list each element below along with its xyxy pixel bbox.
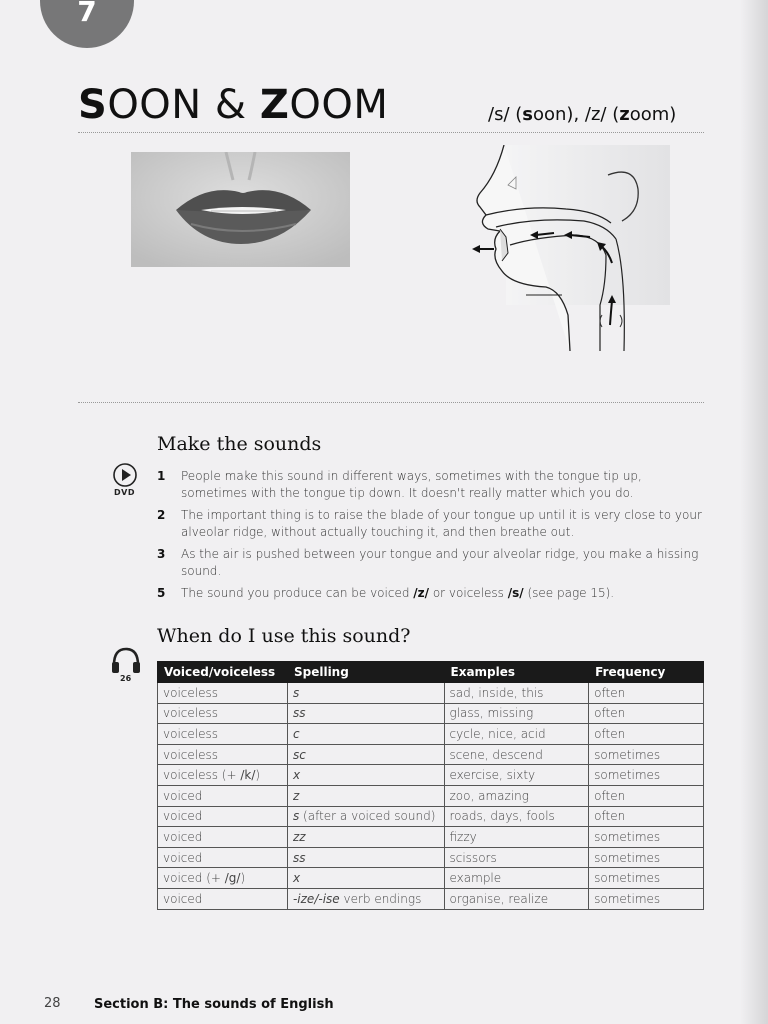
spelling-note: (after a voiced sound) <box>299 809 436 824</box>
cell-frequency: sometimes <box>589 847 704 868</box>
cell-voicing: voiced <box>158 847 288 868</box>
unit-number-badge <box>40 0 134 48</box>
cell-examples: scene, descend <box>444 744 589 765</box>
cell-spelling: ss <box>287 847 444 868</box>
cell-spelling: ss <box>287 703 444 724</box>
cell-examples: sad, inside, this <box>444 683 589 704</box>
unit-number: 7 <box>77 0 97 28</box>
spelling-italic: s <box>292 809 300 824</box>
cell-voicing <box>158 868 288 889</box>
header-spelling: Spelling <box>287 662 444 683</box>
table-row <box>158 683 704 704</box>
table-row <box>158 765 704 786</box>
spelling-italic: -ize/-ise <box>292 891 340 906</box>
header-examples: Examples <box>444 662 589 683</box>
section-footer: Section B: The sounds of English <box>94 997 334 1012</box>
paren: ( <box>606 104 620 125</box>
item-number: 1 <box>157 469 166 483</box>
cell-spelling: x <box>287 765 444 786</box>
use-sound-heading: When do I use this sound? <box>157 625 411 647</box>
cell-frequency: sometimes <box>589 827 704 848</box>
cell-frequency: often <box>589 703 704 724</box>
cell-frequency: often <box>589 785 704 806</box>
cell-examples: scissors <box>444 847 589 868</box>
spelling-table <box>157 661 704 910</box>
title-initial-z: Z <box>259 82 290 128</box>
cell-spelling: sc <box>287 744 444 765</box>
header-voiced-voiceless: Voiced/voiceless <box>158 662 288 683</box>
mouth-cross-section-diagram <box>466 145 670 351</box>
cell-spelling: zz <box>287 827 444 848</box>
item-number: 2 <box>157 508 166 522</box>
voicing-text: voiceless (+ <box>163 768 241 783</box>
cell-voicing: voiced <box>158 827 288 848</box>
cell-examples: roads, days, fools <box>444 806 589 827</box>
cell-frequency: sometimes <box>589 888 704 909</box>
table-header-row <box>158 662 704 683</box>
voicing-close: ) <box>240 871 246 886</box>
item5-voiceless-symbol: /s/ <box>507 586 524 600</box>
cell-frequency: often <box>589 683 704 704</box>
cell-frequency: often <box>589 806 704 827</box>
cell-examples: organise, realize <box>444 888 589 909</box>
item-text: The important thing is to raise the blade of your tongue up until it is very close to your alveolar ridge, without actually touching it, and then breathe out. <box>181 508 702 539</box>
voicing-close: ) <box>255 768 261 783</box>
instruction-item <box>157 468 707 502</box>
section-divider <box>78 402 704 403</box>
table-row <box>158 847 704 868</box>
cell-frequency: sometimes <box>589 744 704 765</box>
page-edge-shadow <box>740 0 768 1024</box>
instruction-item <box>157 546 707 580</box>
page-number: 28 <box>44 996 61 1011</box>
table-row <box>158 827 704 848</box>
phoneme-s: /s/ <box>488 104 510 125</box>
cell-voicing: voiceless <box>158 744 288 765</box>
cell-spelling: s <box>287 683 444 704</box>
soon-bold-letter: s <box>522 104 533 125</box>
table-row <box>158 724 704 745</box>
cell-spelling <box>287 888 444 909</box>
page-title <box>78 82 388 128</box>
cell-voicing: voiced <box>158 888 288 909</box>
cell-frequency: sometimes <box>589 765 704 786</box>
soon-rest: oon), <box>532 104 585 125</box>
cell-spelling: c <box>287 724 444 745</box>
item5-post: (see page 15). <box>523 586 615 600</box>
item-number: 5 <box>157 586 166 600</box>
voicing-symbol: /k/ <box>240 768 256 783</box>
cell-examples: fizzy <box>444 827 589 848</box>
item-text: People make this sound in different ways, sometimes with the tongue tip up, sometimes with the tongue tip down. It doesn't really matter which you do. <box>181 469 642 500</box>
cell-voicing: voiceless <box>158 703 288 724</box>
table-row <box>158 888 704 909</box>
zoom-rest: oom) <box>629 104 677 125</box>
cell-examples: cycle, nice, acid <box>444 724 589 745</box>
voicing-text: voiced (+ <box>163 871 225 886</box>
voicing-symbol: /g/ <box>224 871 241 886</box>
item-text: As the air is pushed between your tongue and your alveolar ridge, you make a hissing sound. <box>181 547 699 578</box>
cell-examples: glass, missing <box>444 703 589 724</box>
paren: ( <box>509 104 523 125</box>
cell-examples: zoo, amazing <box>444 785 589 806</box>
item5-mid: or voiceless <box>429 586 508 600</box>
phoneme-z: /z/ <box>584 104 607 125</box>
cell-voicing: voiceless <box>158 683 288 704</box>
table-row <box>158 785 704 806</box>
instruction-item <box>157 507 707 541</box>
instruction-list <box>157 468 707 607</box>
zoom-bold-letter: z <box>619 104 630 125</box>
mouth-photo <box>131 152 350 267</box>
cell-voicing: voiced <box>158 806 288 827</box>
cell-examples: example <box>444 868 589 889</box>
table-row <box>158 868 704 889</box>
cell-voicing <box>158 765 288 786</box>
audio-track-number: 26 <box>120 674 132 683</box>
title-part-1: OON & <box>107 82 260 128</box>
instruction-item <box>157 585 707 602</box>
table-row <box>158 703 704 724</box>
table-row <box>158 744 704 765</box>
item5-voiced-symbol: /z/ <box>413 586 430 600</box>
cell-spelling: z <box>287 785 444 806</box>
item-number: 3 <box>157 547 166 561</box>
cell-frequency: often <box>589 724 704 745</box>
header-frequency: Frequency <box>589 662 704 683</box>
table-row <box>158 806 704 827</box>
cell-voicing: voiceless <box>158 724 288 745</box>
phoneme-heading <box>488 104 676 125</box>
title-part-2: OOM <box>289 82 389 128</box>
cell-spelling: x <box>287 868 444 889</box>
cell-examples: exercise, sixty <box>444 765 589 786</box>
cell-spelling <box>287 806 444 827</box>
item5-pre: The sound you produce can be voiced <box>181 586 414 600</box>
title-initial-s: S <box>78 82 108 128</box>
make-sounds-heading: Make the sounds <box>157 433 322 455</box>
cell-voicing: voiced <box>158 785 288 806</box>
spelling-note: verb endings <box>339 891 422 906</box>
title-divider <box>78 132 704 133</box>
item-text <box>181 585 707 602</box>
dvd-label: DVD <box>114 488 135 497</box>
cell-frequency: sometimes <box>589 868 704 889</box>
